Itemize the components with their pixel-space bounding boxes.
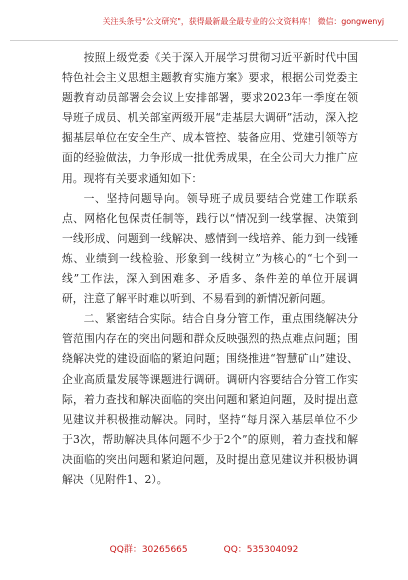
document-body	[62, 48, 358, 490]
footer-qq: QQ：535304092	[223, 545, 299, 555]
page-footer	[0, 542, 408, 555]
paragraph-intro: 按照上级党委《关于深入开展学习贯彻习近平新时代中国特色社会主义思想主题教育实施方案》要求，根据公司党委主题教育动员部署会会议上安排部署，要求2023年一季度在领导班子成员、机关部室两级开展“走基层大调研”活动，深入挖掘基层单位在安全生产、成本管控、装备应用、党建引领等方面的经验做法，力争形成一批优秀成果，在全公司大力推广应用。现将有关要求通知如下：	[62, 51, 358, 185]
footer-qq-group: QQ群：30265665	[109, 545, 188, 555]
header-banner: 关注头条号"公文研究"，获得最新最全最专业的公文资料库！ 微信：gongwenyj	[102, 17, 384, 26]
page-header	[10, 10, 398, 41]
paragraph-section-1: 一、坚持问题导向。领导班子成员要结合党建工作联系点、网格化包保责任制等，践行以“情况到一线掌握、决策到一线形成、问题到一线解决、感情到一线培养、能力到一线锤炼、业绩到一线检验、形象到一线树立”为核心的“七个到一线”工作法，深入到困难多、矛盾多、条件差的单位开展调研，注意了解平时难以听到、不易看到的新情况新问题。	[62, 191, 358, 306]
paragraph-section-2: 二、紧密结合实际。结合自身分管工作，重点围绕解决分管范围内存在的突出问题和群众反映强烈的热点难点问题；围绕解决党的建设面临的紧迫问题；围绕推进“智慧矿山”建设、企业高质量发展等课题进行调研。调研内容要结合分管工作实际，着力查找和解决面临的突出问题和紧迫问题，及时提出意见建议并积极推动解决。同时，坚持“每月深入基层单位不少于3次，帮助解决具体问题不少于2个”的原则，着力查找和解决面临的突出问题和紧迫问题，及时提出意见建议并积极协调解决（见附件1、2）。	[62, 312, 358, 486]
